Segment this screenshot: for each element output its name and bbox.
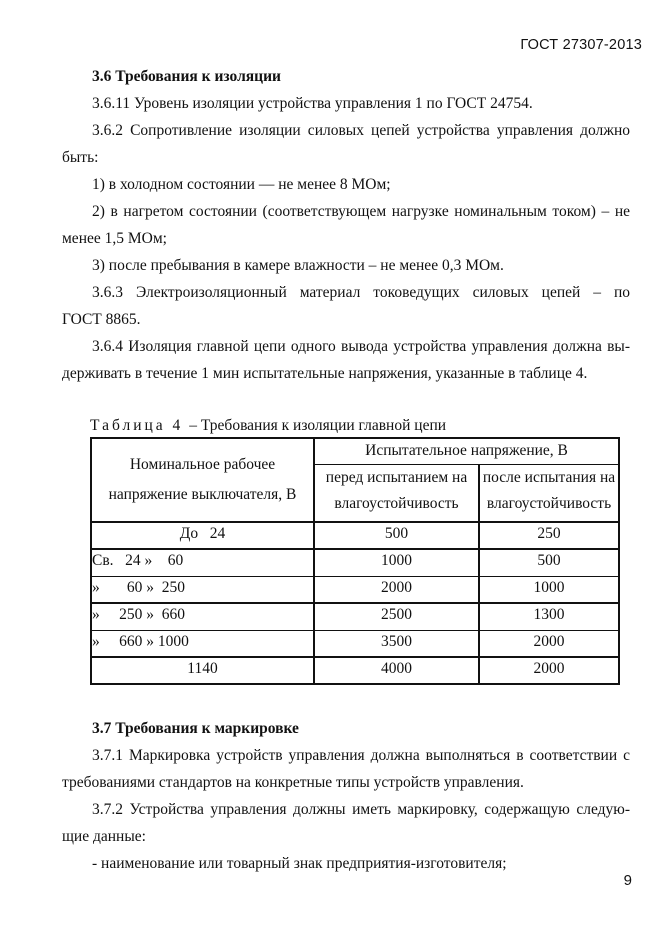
table-row xyxy=(91,576,619,603)
header-cell-test-voltage: Испытательное напряжение, В xyxy=(314,438,619,464)
cell-before-value: 500 xyxy=(314,522,479,549)
text-line: щие данные: xyxy=(62,828,146,845)
table-body xyxy=(91,522,619,684)
para-3-6-3 xyxy=(62,279,630,333)
cell-voltage-range: » 250 » 660 xyxy=(91,603,314,630)
text-line: ГОСТ 8865. xyxy=(62,311,141,328)
text-line: требованиями стандартов на конкретные типы устройств управления. xyxy=(62,774,524,791)
list-item-2 xyxy=(62,198,630,252)
cell-before-value: 1000 xyxy=(314,549,479,576)
header-cell-before-test xyxy=(314,464,479,522)
table-4-insulation-requirements xyxy=(90,437,620,685)
header-line: влагоустойчивость xyxy=(334,494,459,512)
list-item-3: 3) после пребывания в камере влажности – не менее 0,3 МОм. xyxy=(92,257,504,274)
header-line: Номинальное рабочее xyxy=(129,456,276,473)
header-cell-rated-voltage xyxy=(91,438,314,522)
cell-before-value: 2000 xyxy=(314,576,479,603)
table-header-row-span xyxy=(91,438,619,464)
list-item-manufacturer: - наименование или товарный знак предприятия-изготовителя; xyxy=(92,855,507,872)
table-caption xyxy=(90,414,630,437)
cell-after-value: 2000 xyxy=(479,630,619,657)
para-3-6-2 xyxy=(62,117,630,171)
cell-after-value: 1300 xyxy=(479,603,619,630)
cell-before-value: 2500 xyxy=(314,603,479,630)
header-cell-after-test xyxy=(479,464,619,522)
text-line: 3.6.2 Сопротивление изоляции силовых цепей устройства управления должно xyxy=(92,122,630,139)
cell-voltage-range: 1140 xyxy=(91,657,314,684)
cell-after-value: 2000 xyxy=(479,657,619,684)
table-caption-text: – Требования к изоляции главной цепи xyxy=(189,417,447,434)
text-line: менее 1,5 МОм; xyxy=(62,230,167,247)
para-3-7-2 xyxy=(62,796,630,850)
header-line: перед испытанием на xyxy=(325,468,468,486)
document-code: ГОСТ 27307-2013 xyxy=(520,37,642,53)
table-row xyxy=(91,630,619,657)
table-row xyxy=(91,603,619,630)
table-row xyxy=(91,549,619,576)
cell-voltage-range: » 60 » 250 xyxy=(91,576,314,603)
para-3-6-11: 3.6.11 Уровень изоляции устройства управления 1 по ГОСТ 24754. xyxy=(92,95,533,112)
text-line: 3.7.1 Маркировка устройств управления должна выполняться в соответствии с xyxy=(92,747,630,764)
text-line: держивать в течение 1 мин испытательные напряжения, указанные в таблице 4. xyxy=(62,365,588,382)
table-row xyxy=(91,657,619,684)
list-item-1: 1) в холодном состоянии — не менее 8 МОм; xyxy=(92,176,391,193)
text-line: 2) в нагретом состоянии (соответствующем нагрузке номинальным током) – не xyxy=(92,203,630,220)
text-line: 3.6.4 Изоляция главной цепи одного вывода устройства управления должна вы- xyxy=(92,338,630,355)
page-number: 9 xyxy=(623,872,632,889)
cell-after-value: 250 xyxy=(479,522,619,549)
cell-after-value: 1000 xyxy=(479,576,619,603)
cell-after-value: 500 xyxy=(479,549,619,576)
cell-voltage-range: » 660 » 1000 xyxy=(91,630,314,657)
para-3-7-1 xyxy=(62,742,630,796)
text-line: 3.6.3 Электроизоляционный материал токоведущих силовых цепей – по xyxy=(92,284,630,301)
text-line: быть: xyxy=(62,149,99,166)
page-content xyxy=(62,63,630,877)
header-line: влагоустойчивость xyxy=(486,494,612,512)
table-header xyxy=(91,438,619,522)
section-3-7-heading: 3.7 Требования к маркировке xyxy=(92,720,299,737)
cell-before-value: 3500 xyxy=(314,630,479,657)
cell-before-value: 4000 xyxy=(314,657,479,684)
table-row xyxy=(91,522,619,549)
section-3-6-heading: 3.6 Требования к изоляции xyxy=(92,68,281,85)
cell-voltage-range: Св. 24 » 60 xyxy=(91,549,314,576)
table-caption-label: Таблица 4 xyxy=(90,417,184,434)
text-line: 3.7.2 Устройства управления должны иметь маркировку, содержащую следую- xyxy=(92,801,630,818)
header-line: напряжение выключателя, В xyxy=(108,486,297,503)
para-3-6-4 xyxy=(62,333,630,387)
cell-voltage-range: До 24 xyxy=(91,522,314,549)
header-line: после испытания на xyxy=(482,468,616,486)
